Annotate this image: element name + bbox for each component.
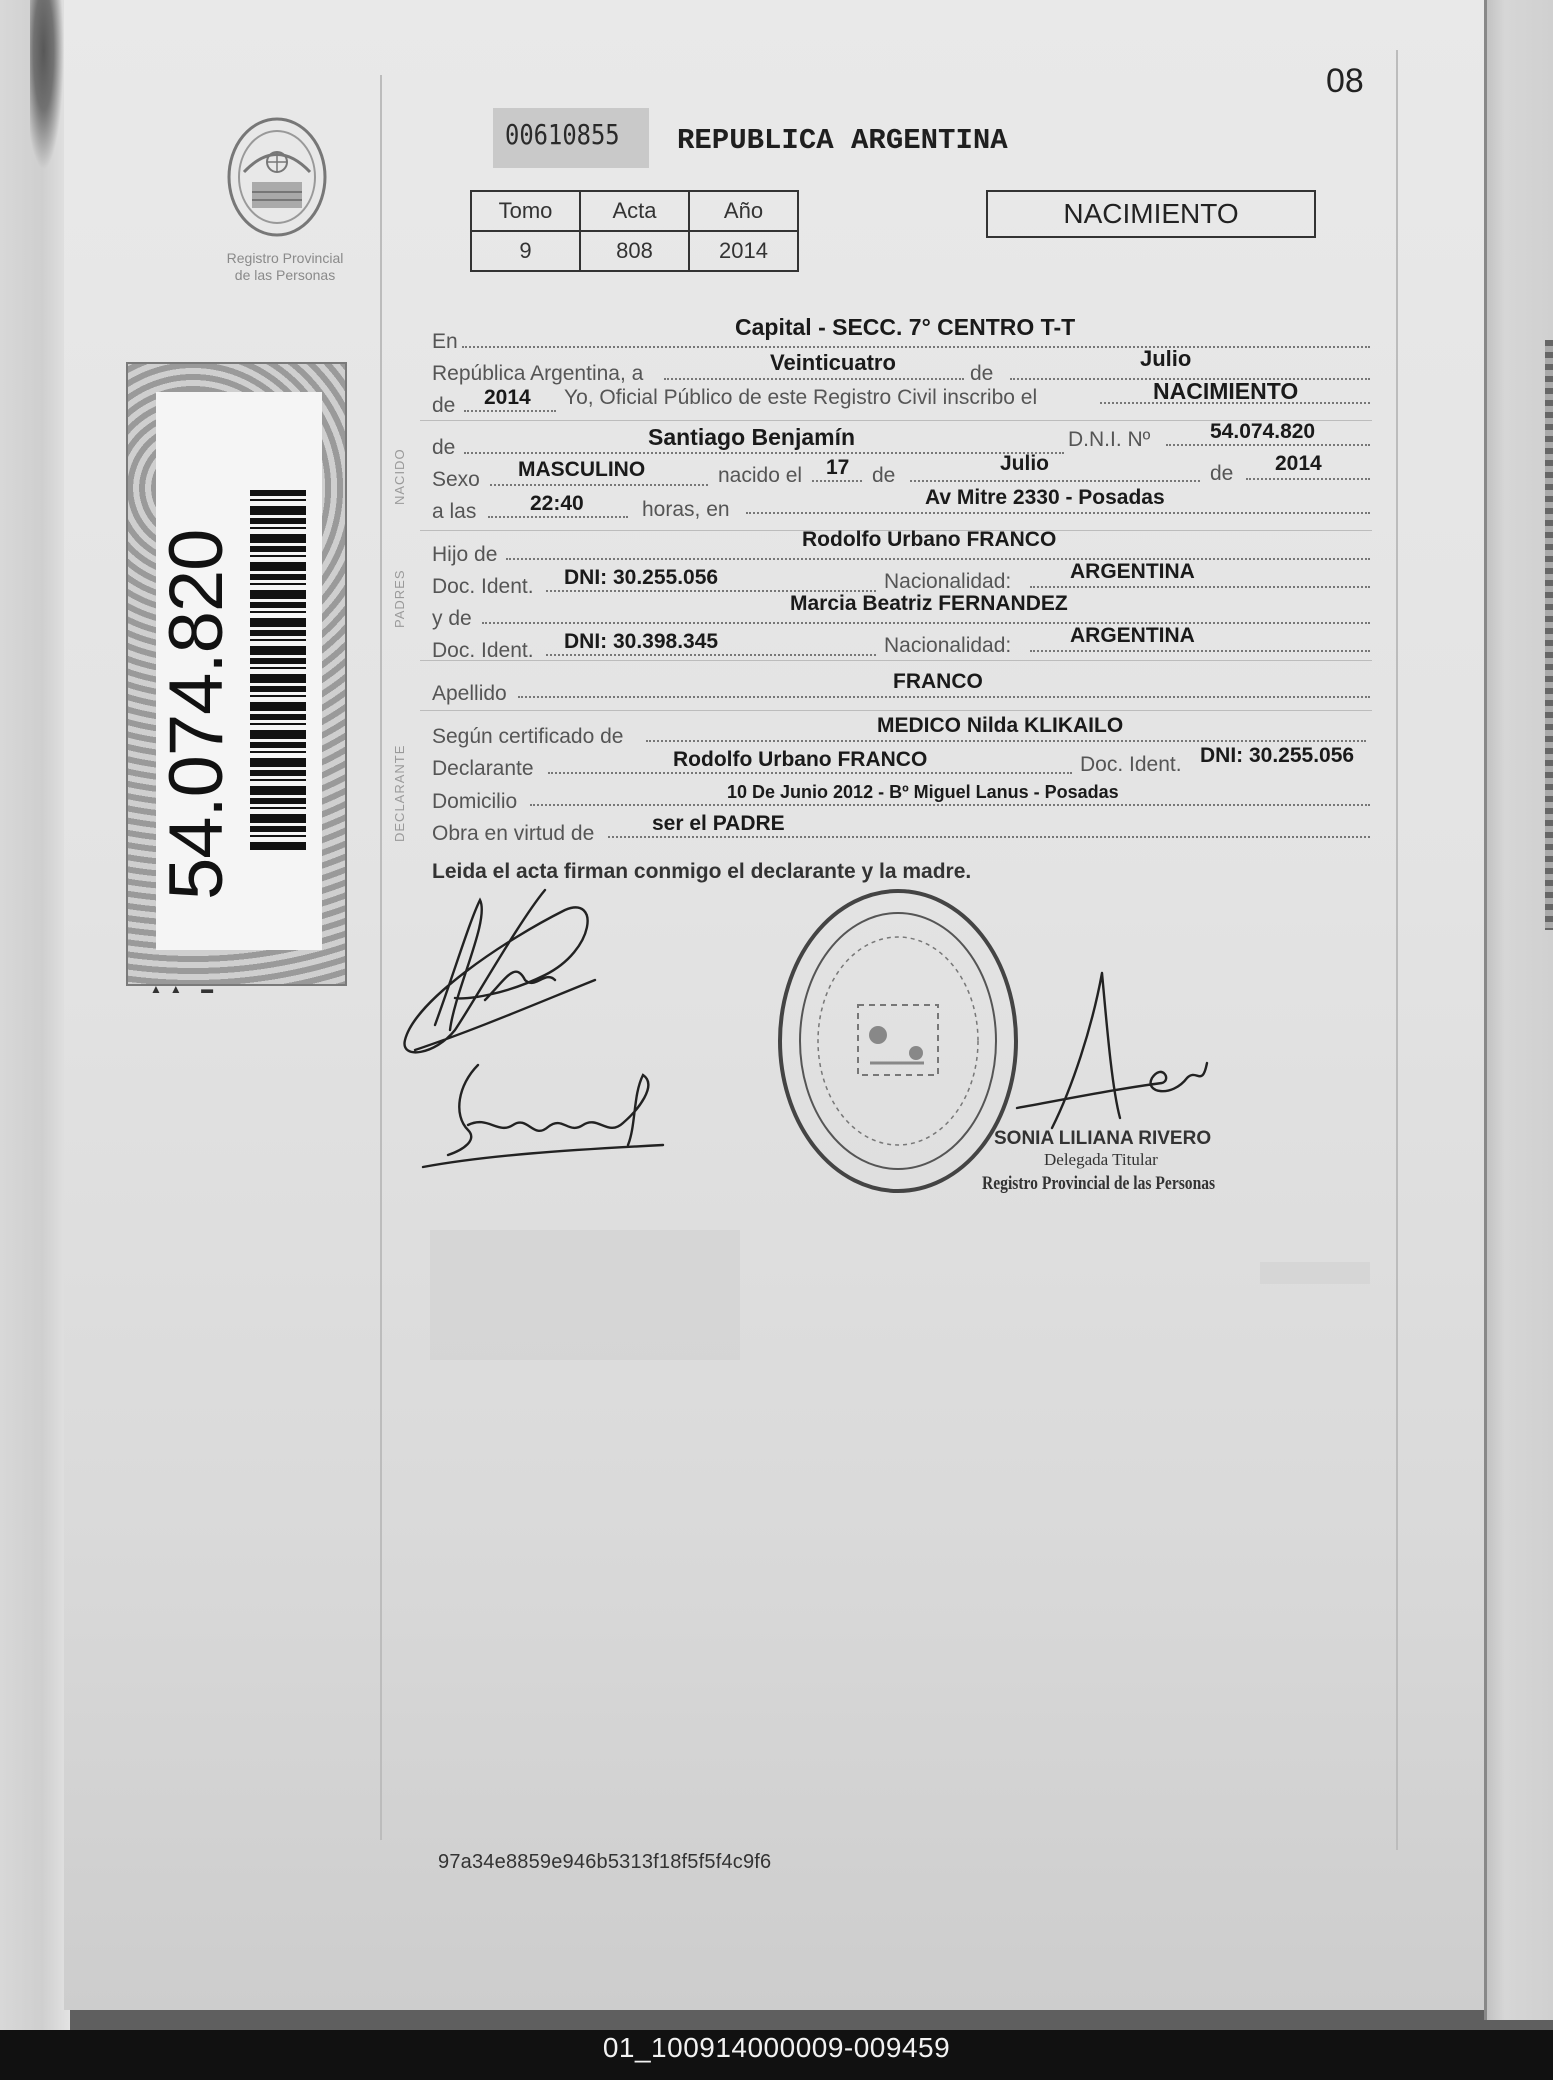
dotted-line (910, 480, 1200, 482)
record-table-cell: 808 (580, 231, 689, 271)
dotted-line (608, 836, 1370, 838)
country-header: REPUBLICA ARGENTINA (677, 124, 1008, 157)
adjacent-page (1484, 0, 1553, 2020)
scan-left-margin (0, 0, 70, 2030)
name-prefix-label: de (432, 436, 456, 459)
sexo-value: MASCULINO (518, 458, 646, 481)
record-type-box: NACIMIENTO (986, 190, 1316, 238)
de-label-2: de (872, 464, 896, 487)
registration-month: Julio (1140, 346, 1192, 371)
dotted-line (546, 654, 876, 656)
record-table-header (471, 191, 798, 231)
dotted-line (646, 740, 1366, 742)
declarant-signature (395, 880, 605, 1065)
logo-caption-line-2: de las Personas (234, 267, 336, 283)
domicilio-label: Domicilio (432, 790, 518, 813)
dotted-line (482, 622, 1370, 624)
declarante-value: Rodolfo Urbano FRANCO (673, 748, 928, 771)
child-dni: 54.074.820 (1210, 420, 1316, 443)
registry-office: Capital - SECC. 7° CENTRO T-T (735, 314, 1076, 340)
domicilio-value: 10 De Junio 2012 - Bº Miguel Lanus - Posadas (727, 782, 1119, 802)
mother-doc: DNI: 30.398.345 (564, 630, 719, 653)
record-table-row (471, 231, 798, 271)
scan-file-id: 01_100914000009-009459 (602, 2032, 951, 2063)
record-table-cell: 2014 (689, 231, 798, 271)
logo-caption-line-1: Registro Provincial (226, 250, 344, 266)
page-edge (1484, 0, 1487, 2020)
dotted-line (812, 480, 862, 482)
section-separator (420, 660, 1372, 661)
inscribo-text: Yo, Oficial Público de este Registro Civil inscribo el (564, 386, 1038, 409)
dotted-line (518, 696, 1370, 698)
document-hash: 97a34e8859e946b5313f18f5f5f4c9f6 (438, 1851, 772, 1873)
declarante-doc: DNI: 30.255.056 (1200, 744, 1355, 767)
scan-left-smudge (30, 0, 64, 170)
doc-label: Doc. Ident. (432, 575, 534, 598)
alas-label: a las (432, 500, 477, 523)
republica-label: República Argentina, a (432, 362, 644, 385)
side-label-nacido: NACIDO (392, 448, 407, 505)
left-margin-rule (380, 75, 382, 1840)
record-table (470, 190, 799, 272)
record-table-cell: 9 (471, 231, 580, 271)
hijo-label: Hijo de (432, 543, 498, 566)
doc-label-3: Doc. Ident. (1080, 753, 1182, 776)
record-kind: NACIMIENTO (1153, 378, 1299, 404)
birth-month: Julio (1000, 452, 1050, 475)
dotted-line (464, 452, 1064, 454)
child-name: Santiago Benjamín (648, 424, 856, 450)
de-label: de (970, 362, 994, 385)
nacionalidad-label-2: Nacionalidad: (884, 634, 1012, 657)
officer-registry: Registro Provincial de las Personas (982, 1173, 1216, 1194)
provincial-coat-of-arms-logo (222, 112, 332, 247)
side-label-declarante: DECLARANTE (392, 744, 407, 842)
bleed-through-mark (1260, 1262, 1370, 1284)
dotted-line (1246, 478, 1370, 480)
mother-nationality: ARGENTINA (1070, 624, 1195, 647)
page-number: 08 (1326, 62, 1364, 100)
obra-label: Obra en virtud de (432, 822, 595, 845)
sticker-marks: ▲▲ ▬ (150, 982, 222, 996)
segun-label: Según certificado de (432, 725, 624, 748)
dotted-line (1030, 650, 1370, 652)
dotted-line (548, 772, 1072, 774)
right-margin-rule (1396, 50, 1398, 1850)
mother-name: Marcia Beatriz FERNANDEZ (790, 592, 1068, 615)
apellido-value: FRANCO (893, 670, 983, 693)
apellido-label: Apellido (432, 682, 507, 705)
dotted-line (530, 804, 1370, 806)
en-label: En (432, 330, 458, 353)
side-label-padres: PADRES (392, 569, 407, 628)
birth-place: Av Mitre 2330 - Posadas (925, 486, 1165, 509)
dotted-line (464, 410, 556, 412)
dotted-line (488, 516, 628, 518)
record-table-header-cell: Acta (580, 191, 689, 231)
dotted-line (462, 346, 1370, 348)
record-table-header-cell: Año (689, 191, 798, 231)
declarante-label: Declarante (432, 757, 534, 780)
yde-label: y de (432, 607, 472, 630)
bleed-through-mark (430, 1230, 740, 1360)
father-doc: DNI: 30.255.056 (564, 566, 719, 589)
registration-year: 2014 (484, 386, 531, 409)
nacionalidad-label: Nacionalidad: (884, 570, 1012, 593)
horas-label: horas, en (642, 498, 730, 521)
de-label-3: de (1210, 462, 1234, 485)
year-prefix-label: de (432, 394, 456, 417)
birth-year: 2014 (1275, 452, 1322, 475)
birth-day: 17 (826, 456, 850, 479)
father-name: Rodolfo Urbano FRANCO (802, 528, 1057, 551)
logo-caption (205, 250, 365, 284)
certificado-value: MEDICO Nilda KLIKAILO (877, 714, 1124, 737)
sexo-label: Sexo (432, 468, 480, 491)
dotted-line (746, 512, 1370, 514)
officer-name: SONIA LILIANA RIVERO (994, 1128, 1212, 1149)
closing-text: Leida el acta firman conmigo el declarante y la madre. (432, 860, 972, 883)
registration-day: Veinticuatro (770, 350, 896, 375)
mother-signature (418, 1055, 668, 1175)
obra-value: ser el PADRE (652, 812, 785, 835)
father-nationality: ARGENTINA (1070, 560, 1195, 583)
dotted-line (506, 558, 1370, 560)
dotted-line (490, 484, 708, 486)
record-table-header-cell: Tomo (471, 191, 580, 231)
birth-time: 22:40 (530, 492, 584, 515)
doc-label-2: Doc. Ident. (432, 639, 534, 662)
barcode-icon (250, 490, 306, 850)
dotted-line (1166, 444, 1370, 446)
sticker-dni-number: 54.074.820 (154, 529, 239, 900)
serial-number: 00610855 (505, 118, 620, 151)
dotted-line (664, 378, 964, 380)
adjacent-page-stripe (1545, 340, 1553, 930)
nacido-label: nacido el (718, 464, 803, 487)
section-separator (420, 710, 1372, 711)
dotted-line (1030, 586, 1370, 588)
dni-label: D.N.I. Nº (1068, 428, 1151, 451)
officer-signature (1012, 968, 1212, 1143)
registry-seal (774, 885, 1022, 1197)
officer-role: Delegada Titular (1044, 1150, 1158, 1169)
